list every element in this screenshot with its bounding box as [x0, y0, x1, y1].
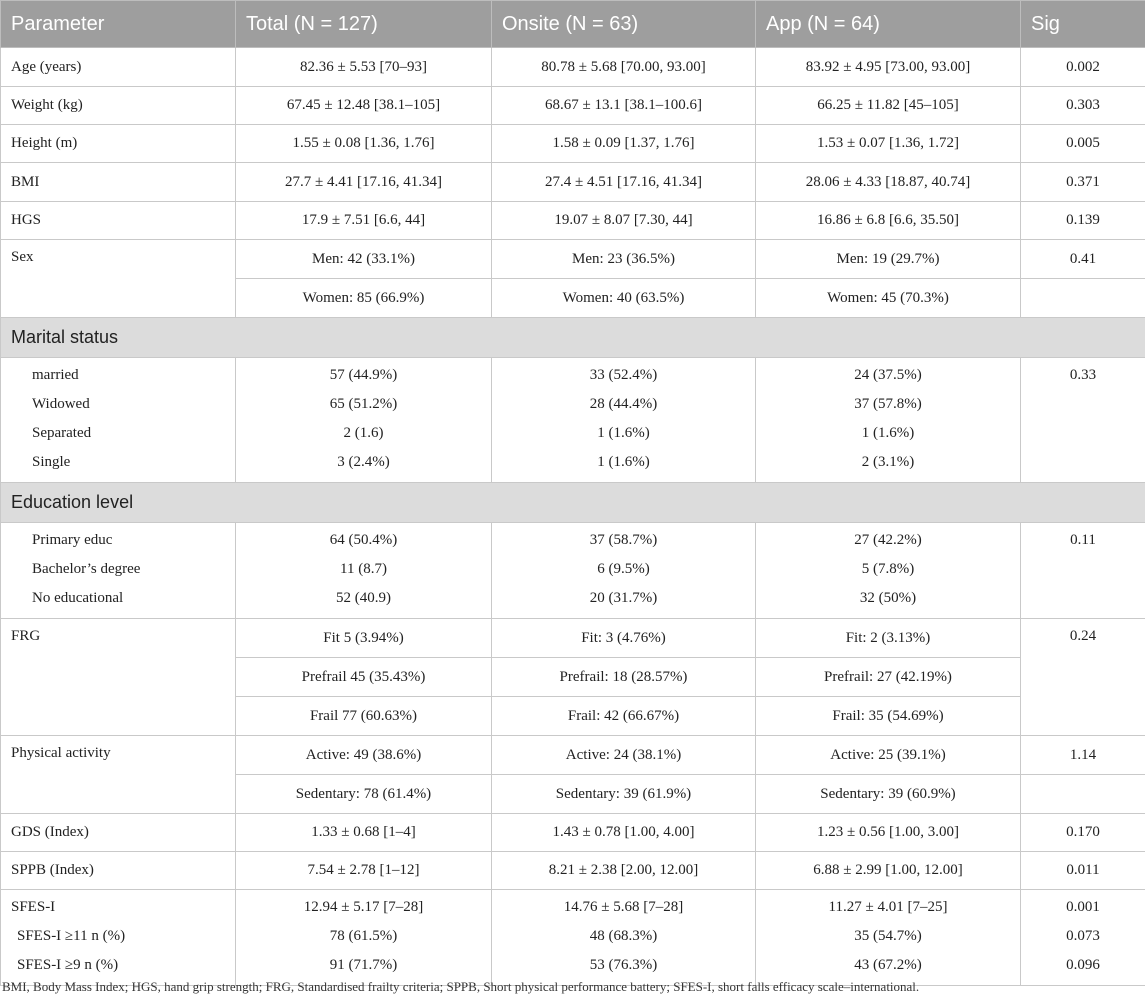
cell-sig: 0.011 — [1021, 852, 1145, 890]
table-row-sex-men — [1, 240, 1145, 279]
cell-value: 14.76 ± 5.68 [7–28] — [563, 899, 684, 915]
table-row-bmi — [1, 163, 1145, 202]
cell-app: Prefrail: 27 (42.19%) — [756, 658, 1021, 697]
row-label: BMI — [1, 163, 236, 202]
cell-value: 52 (40.9) — [336, 590, 391, 606]
cell-value: 78 (61.5%) — [329, 928, 398, 944]
cell-app — [756, 523, 1021, 619]
table-row-gds — [1, 814, 1145, 852]
table-row-sfes — [1, 890, 1145, 986]
row-label-group — [1, 890, 236, 986]
cell-total — [236, 523, 492, 619]
cell-value: 28 (44.4%) — [589, 396, 658, 412]
cell-value: 1 (1.6%) — [597, 425, 650, 441]
cell-onsite: 27.4 ± 4.51 [17.16, 41.34] — [492, 163, 756, 202]
cell-value: 0.096 — [1066, 957, 1100, 973]
row-label: Age (years) — [1, 48, 236, 87]
row-label: Primary educ — [32, 532, 113, 548]
cell-value: 12.94 ± 5.17 [7–28] — [303, 899, 424, 915]
cell-value: 35 (54.7%) — [854, 928, 922, 944]
row-label: Sex — [1, 240, 236, 318]
row-label: Bachelor’s degree — [32, 561, 141, 577]
table-row-height — [1, 125, 1145, 163]
section-title: Education level — [1, 483, 1145, 523]
cell-value: 0.001 — [1066, 899, 1100, 915]
cell-onsite: Prefrail: 18 (28.57%) — [492, 658, 756, 697]
cell-sig: 0.139 — [1021, 202, 1145, 240]
cell-onsite: 1.58 ± 0.09 [1.37, 1.76] — [492, 125, 756, 163]
cell-sig: 0.170 — [1021, 814, 1145, 852]
cell-app: 28.06 ± 4.33 [18.87, 40.74] — [756, 163, 1021, 202]
cell-onsite: Frail: 42 (66.67%) — [492, 697, 756, 736]
table-row-marital — [1, 358, 1145, 483]
section-row-marital — [1, 318, 1145, 358]
cell-total: Prefrail 45 (35.43%) — [236, 658, 492, 697]
row-label: SFES-I ≥9 n (%) — [17, 957, 119, 973]
cell-value: 64 (50.4%) — [329, 532, 398, 548]
header-parameter: Parameter — [1, 1, 236, 48]
row-label: Height (m) — [1, 125, 236, 163]
cell-sig: 0.002 — [1021, 48, 1145, 87]
row-label: FRG — [1, 619, 236, 736]
cell-total — [236, 358, 492, 483]
cell-value: 65 (51.2%) — [329, 396, 398, 412]
cell-value: 1 (1.6%) — [597, 454, 650, 470]
cell-total: 27.7 ± 4.41 [17.16, 41.34] — [236, 163, 492, 202]
cell-sig: 0.303 — [1021, 87, 1145, 125]
cell-onsite: Active: 24 (38.1%) — [492, 736, 756, 775]
table-footnote: BMI, Body Mass Index; HGS, hand grip strength; FRG, Standardised frailty criteria; SPPB, Short physical performance battery; SFES-I, short falls efficacy scale–international. — [2, 979, 920, 994]
cell-app: 83.92 ± 4.95 [73.00, 93.00] — [756, 48, 1021, 87]
cell-sig: 0.005 — [1021, 125, 1145, 163]
cell-value: 91 (71.7%) — [329, 957, 398, 973]
section-title: Marital status — [1, 318, 1145, 358]
cell-value: 1 (1.6%) — [861, 425, 915, 441]
cell-sig — [1021, 358, 1145, 483]
cell-value: 33 (52.4%) — [589, 367, 658, 383]
row-label: Physical activity — [1, 736, 236, 814]
cell-total: Active: 49 (38.6%) — [236, 736, 492, 775]
cell-app: Active: 25 (39.1%) — [756, 736, 1021, 775]
cell-onsite: Sedentary: 39 (61.9%) — [492, 775, 756, 814]
cell-value: 11.27 ± 4.01 [7–25] — [828, 899, 948, 915]
cell-sig: 1.14 — [1021, 736, 1145, 775]
cell-sig-empty — [1021, 775, 1145, 814]
header-row — [1, 1, 1145, 48]
cell-app: 66.25 ± 11.82 [45–105] — [756, 87, 1021, 125]
row-label: SFES-I — [11, 899, 56, 915]
header-total: Total (N = 127) — [236, 1, 492, 48]
row-label: Single — [32, 454, 71, 470]
cell-value: 0.073 — [1066, 928, 1100, 944]
table-row-age — [1, 48, 1145, 87]
cell-value: 5 (7.8%) — [861, 561, 915, 577]
cell-app: 1.53 ± 0.07 [1.36, 1.72] — [756, 125, 1021, 163]
cell-value: 43 (67.2%) — [854, 957, 922, 973]
header-sig: Sig — [1021, 1, 1145, 48]
table-row-education — [1, 523, 1145, 619]
cell-value: 3 (2.4%) — [337, 454, 390, 470]
section-row-education — [1, 483, 1145, 523]
cell-sig — [1021, 890, 1145, 986]
cell-app — [756, 890, 1021, 986]
cell-value: 27 (42.2%) — [854, 532, 922, 548]
cell-app: Men: 19 (29.7%) — [756, 240, 1021, 279]
cell-app: Sedentary: 39 (60.9%) — [756, 775, 1021, 814]
cell-value: 57 (44.9%) — [329, 367, 398, 383]
cell-total — [236, 890, 492, 986]
cell-total: 17.9 ± 7.51 [6.6, 44] — [236, 202, 492, 240]
row-label: No educational — [32, 590, 124, 606]
cell-value: 20 (31.7%) — [589, 590, 658, 606]
row-label: Separated — [32, 425, 92, 441]
cell-onsite — [492, 523, 756, 619]
cell-sig: 0.41 — [1021, 240, 1145, 279]
cell-app: Fit: 2 (3.13%) — [756, 619, 1021, 658]
cell-value: 0.11 — [1070, 532, 1096, 548]
cell-sig — [1021, 523, 1145, 619]
row-label: HGS — [1, 202, 236, 240]
cell-onsite: Fit: 3 (4.76%) — [492, 619, 756, 658]
cell-value: 2 (1.6) — [343, 425, 384, 441]
cell-value: 2 (3.1%) — [861, 454, 915, 470]
cell-total: 67.45 ± 12.48 [38.1–105] — [236, 87, 492, 125]
row-label: Weight (kg) — [1, 87, 236, 125]
cell-value: 53 (76.3%) — [589, 957, 658, 973]
cell-onsite — [492, 358, 756, 483]
cell-onsite: 8.21 ± 2.38 [2.00, 12.00] — [492, 852, 756, 890]
cell-total: Men: 42 (33.1%) — [236, 240, 492, 279]
table-row-hgs — [1, 202, 1145, 240]
row-label: GDS (Index) — [1, 814, 236, 852]
cell-sig: 0.371 — [1021, 163, 1145, 202]
cell-onsite: Men: 23 (36.5%) — [492, 240, 756, 279]
cell-onsite: 68.67 ± 13.1 [38.1–100.6] — [492, 87, 756, 125]
cell-total: Fit 5 (3.94%) — [236, 619, 492, 658]
cell-value: 0.33 — [1069, 367, 1097, 383]
row-label: SFES-I ≥11 n (%) — [17, 928, 126, 944]
cell-app: Frail: 35 (54.69%) — [756, 697, 1021, 736]
row-label: Widowed — [32, 396, 90, 412]
table-row-frg-fit — [1, 619, 1145, 658]
header-onsite: Onsite (N = 63) — [492, 1, 756, 48]
table-row-activity-active — [1, 736, 1145, 775]
row-label: SPPB (Index) — [1, 852, 236, 890]
cell-total: 82.36 ± 5.53 [70–93] — [236, 48, 492, 87]
cell-value: 48 (68.3%) — [589, 928, 658, 944]
cell-onsite: Women: 40 (63.5%) — [492, 279, 756, 318]
cell-total: 1.55 ± 0.08 [1.36, 1.76] — [236, 125, 492, 163]
row-label-group — [1, 358, 236, 483]
cell-app — [756, 358, 1021, 483]
cell-value: 37 (58.7%) — [589, 532, 658, 548]
cell-sig-empty — [1021, 279, 1145, 318]
table-row-sppb — [1, 852, 1145, 890]
cell-onsite: 19.07 ± 8.07 [7.30, 44] — [492, 202, 756, 240]
cell-app: 16.86 ± 6.8 [6.6, 35.50] — [756, 202, 1021, 240]
cell-value: 6 (9.5%) — [597, 561, 650, 577]
header-app: App (N = 64) — [756, 1, 1021, 48]
cell-total: Women: 85 (66.9%) — [236, 279, 492, 318]
cell-onsite — [492, 890, 756, 986]
cell-sig: 0.24 — [1021, 619, 1145, 736]
cell-value: 11 (8.7) — [340, 561, 387, 577]
cell-value: 32 (50%) — [859, 590, 917, 606]
cell-app: 6.88 ± 2.99 [1.00, 12.00] — [756, 852, 1021, 890]
cell-total: Frail 77 (60.63%) — [236, 697, 492, 736]
cell-total: 7.54 ± 2.78 [1–12] — [236, 852, 492, 890]
row-label: married — [32, 367, 79, 383]
cell-value: 24 (37.5%) — [854, 367, 922, 383]
cell-total: 1.33 ± 0.68 [1–4] — [236, 814, 492, 852]
table-row-weight — [1, 87, 1145, 125]
cell-app: Women: 45 (70.3%) — [756, 279, 1021, 318]
cell-onsite: 80.78 ± 5.68 [70.00, 93.00] — [492, 48, 756, 87]
cell-total: Sedentary: 78 (61.4%) — [236, 775, 492, 814]
cell-value: 37 (57.8%) — [854, 396, 922, 412]
cell-onsite: 1.43 ± 0.78 [1.00, 4.00] — [492, 814, 756, 852]
row-label-group — [1, 523, 236, 619]
cell-app: 1.23 ± 0.56 [1.00, 3.00] — [756, 814, 1021, 852]
